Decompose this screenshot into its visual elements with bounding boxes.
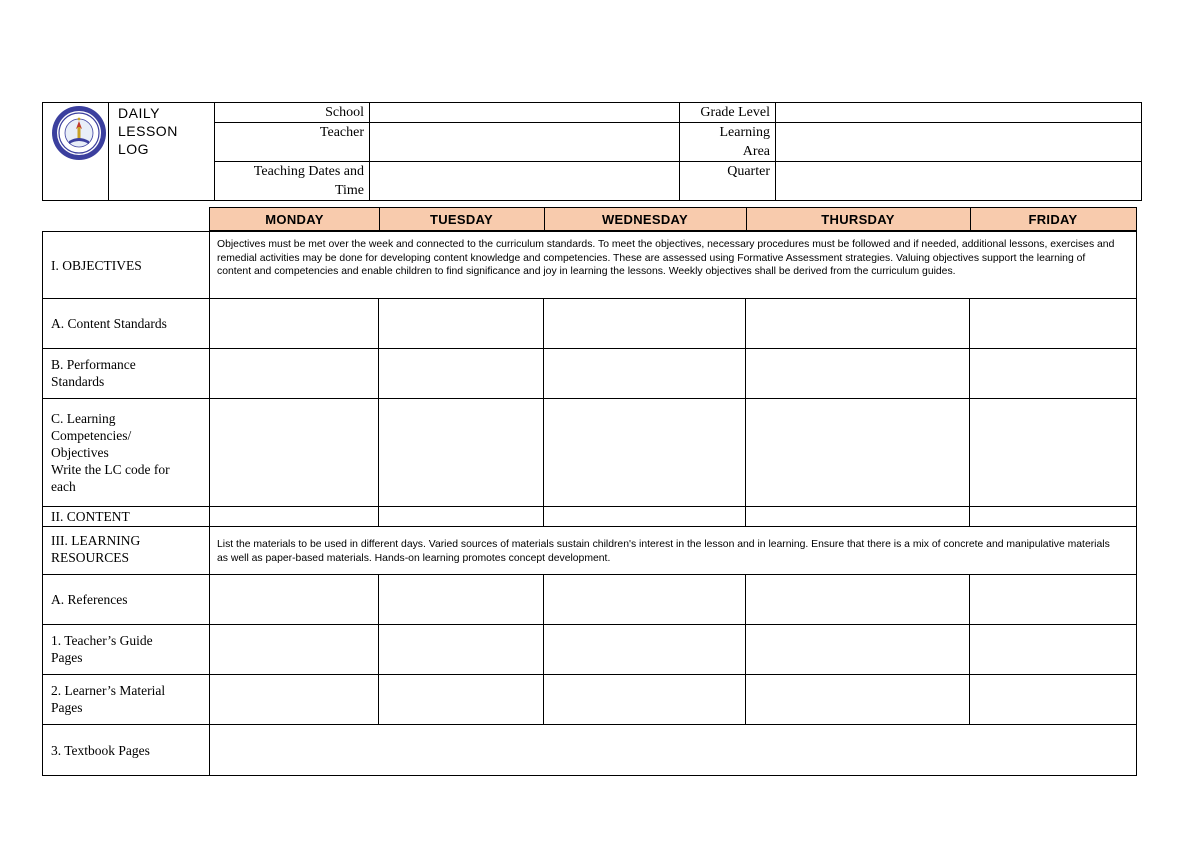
header-table [42, 102, 1142, 201]
learning-area-field[interactable] [776, 123, 1141, 161]
day-monday: MONDAY [265, 211, 324, 227]
performance-standards-label: B. Performance Standards [51, 357, 136, 389]
lesson-log-table [42, 231, 1137, 776]
daily-lesson-log-title: DAILY LESSON LOG [118, 105, 178, 157]
day-header-bar [209, 207, 1137, 231]
teacher-label: Teacher [319, 125, 364, 140]
learners-material-label: 2. Learner’s Material Pages [51, 683, 166, 715]
content-label: II. CONTENT [51, 509, 130, 524]
day-friday: FRIDAY [1028, 211, 1078, 227]
school-field[interactable] [370, 103, 679, 122]
teaching-dates-field[interactable] [370, 162, 679, 200]
deped-seal-icon [51, 105, 107, 161]
learning-resources-note: List the materials to be used in different days. Varied sources of materials sustain children's interest in the lesson and in learning. Ensure that there is a mix of concrete and manipulative materials as well as paper-based materials. Hands-on learning promotes concept development. [217, 539, 1110, 564]
references-label: A. References [51, 592, 128, 607]
teacher-field[interactable] [370, 123, 679, 161]
quarter-label: Quarter [727, 164, 770, 179]
learning-area-label: Learning Area [719, 125, 770, 159]
objectives-label: I. OBJECTIVES [51, 258, 142, 273]
learning-resources-label: III. LEARNING RESOURCES [51, 533, 141, 565]
teaching-dates-label: Teaching Dates and Time [253, 164, 364, 198]
school-label: School [325, 105, 364, 120]
objectives-note: Objectives must be met over the week and connected to the curriculum standards. To meet the objectives, necessary procedures must be followed and if needed, additional lessons, exercises and remedial activities may be done for developing content knowledge and competencies. These are assessed using Formative Assessment strategies. Valuing objectives support the learning of content and competencies and enable children to find significance and joy in learning the lessons. Weekly objectives shall be derived from the curriculum guides. [217, 239, 1115, 278]
textbook-label: 3. Textbook Pages [51, 743, 150, 758]
grade-level-field[interactable] [776, 103, 1141, 122]
grade-level-label: Grade Level [700, 105, 770, 120]
day-tuesday: TUESDAY [429, 211, 494, 227]
teachers-guide-label: 1. Teacher’s Guide Pages [51, 633, 153, 665]
quarter-field[interactable] [776, 162, 1141, 200]
day-wednesday: WEDNESDAY [601, 211, 688, 227]
content-standards-label: A. Content Standards [51, 316, 167, 331]
day-thursday: THURSDAY [821, 211, 895, 227]
learning-competencies-label: C. Learning Competencies/ Objectives Write the LC code for each [51, 411, 170, 494]
